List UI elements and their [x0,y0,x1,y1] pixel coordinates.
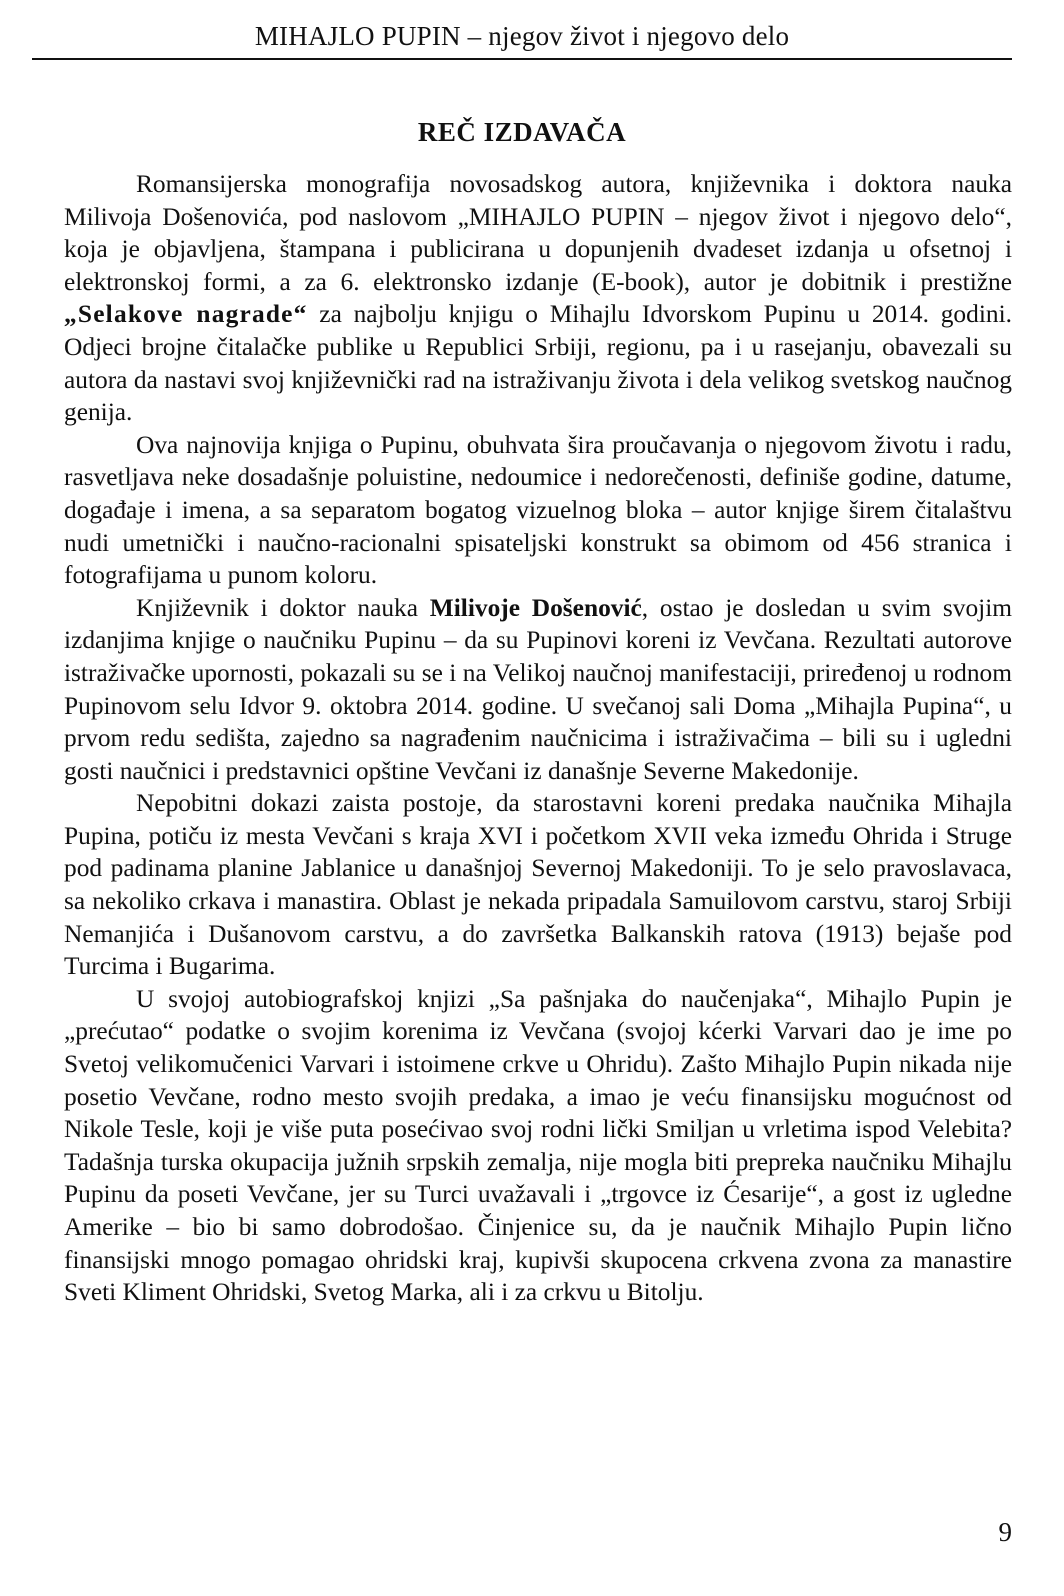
paragraph-4: Nepobitni dokazi zaista postoje, da starostavni koreni predaka naučnika Mihajla Pupina, potiču iz mesta Vevčani s kraja XVI i početkom XVII veka između Ohrida i Struge pod padinama planine Jablanice u današnjoj Severnoj Makedoniji. To je selo pravoslavaca, sa nekoliko crkava i manastira. Oblast je nekada pripadala Samuilovom carstvu, staroj Srbiji Nemanjića i Dušanovom carstvu, a do završetka Balkanskih ratova (1913) bejaše pod Turcima i Bugarima. [64,789,1012,981]
body-text [64,168,1012,1309]
paragraph-3-text-a: Književnik i doktor nauka [136,593,430,622]
header-rule [32,58,1012,60]
paragraph-2: Ova najnovija knjiga o Pupinu, obuhvata šira proučavanja o njegovom životu i radu, rasvetljava neke dosadašnje poluistine, nedoumice i nedorečenosti, definiše godine, datume, događaje i imena, a sa separatom bogatog vizuelnog bloka – autor knjige širem čitalaštvu nudi umetnički i naučno-racionalni spisateljski konstrukt sa obimom od 456 stranica i fotografijama u punom koloru. [64,430,1012,590]
paragraph-1-text-a: Romansijerska monografija novosadskog autora, književnika i doktora nauka Milivoja Došenovića, pod naslovom „MIHAJLO PUPIN – njegov život i njegovo delo“, koja je objavljena, štampana i publicirana u dopunjenih dvadeset izdanja u ofsetnoj i elektronskoj formi, a za 6. elektronsko izdanje (E-book), autor je dobitnik i prestižne [64,170,1012,296]
paragraph-5: U svojoj autobiografskoj knjizi „Sa pašnjaka do naučenjaka“, Mihajlo Pupin je „prećutao“ podatke o svojim korenima iz Vevčana (svojoj kćerki Varvari dao je ime po Svetoj velikomučenici Varvari i istoimene crkve u Ohridu). Zašto Mihajlo Pupin nikada nije posetio Vevčane, rodno mesto svojih predaka, a imao je veću finansijsku mogućnost od Nikole Tesle, koji je više puta posećivao svoj rodni lički Smiljan u vrletima ispod Velebita? Tadašnja turska okupacija južnih srpskih zemalja, nije mogla biti prepreka naučniku Mihajlu Pupinu da poseti Vevčane, jer su Turci uvažavali i „trgovce iz Ćesarije“, a gost iz ugledne Amerike – bio bi samo dobrodošao. Činjenice su, da je naučnik Mihajlo Pupin lično finansijski mnogo pomagao ohridski kraj, kupivši skupocena crkvena zvona za manastire Sveti Kliment Ohridski, Svetog Marka, ali i za crkvu u Bitolju. [64,984,1012,1307]
author-name: Milivoje Došenović [429,593,642,622]
page-number: 9 [998,1517,1012,1547]
paragraph-3-text-b: , ostao je dosledan u svim svojim izdanjima knjige o naučniku Pupinu – da su Pupinovi koreni iz Vevčana. Rezultati autorove istraživačke upornosti, pokazali su se i na Velikoj naučnoj manifestaciji, priređenoj u rodnom Pupinovom selu Idvor 9. oktobra 2014. godine. U svečanoj sali Doma „Mihajla Pupina“, u prvom redu sedišta, zajedno sa nagrađenim naučnicima i istraživačima – bili su i ugledni gosti naučnici i predstavnici opštine Vevčani iz današnje Severne Makedonije. [64,593,1012,785]
paragraph-3 [64,592,1012,788]
paragraph-1-text-b: za najbolju knjigu o Mihajlu Idvorskom Pupinu u 2014. godini. Odjeci brojne čitalačke publike u Republici Srbiji, regionu, pa i u rasejanju, obavezali su autora da nastavi svoj književnički rad na istraživanju života i dela velikog svetskog naučnog genija. [64,300,1012,427]
paragraph-1 [64,168,1012,429]
award-name: „Selakove nagrade“ [64,300,308,329]
section-title: REČ IZDAVAČA [417,117,627,147]
running-header: MIHAJLO PUPIN – njegov život i njegovo delo [254,21,790,51]
